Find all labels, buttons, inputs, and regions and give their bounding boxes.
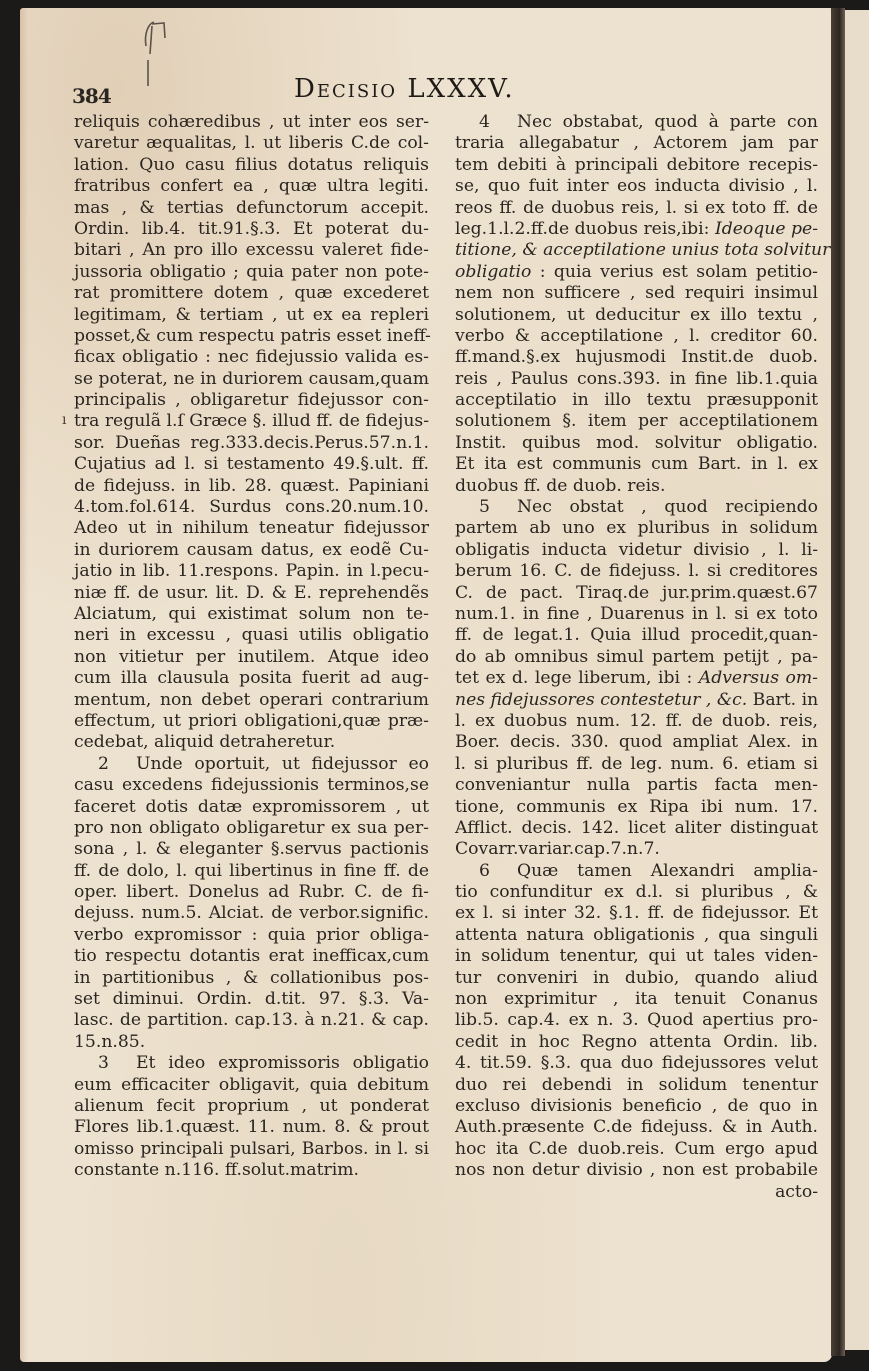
line-text: mentum, non debet operari contrarium (74, 689, 429, 710)
line-text: ff.mand.§.ex hujusmodi Instit.de duob. (455, 347, 818, 368)
text-line (455, 347, 818, 368)
line-text: tra regulã l.ſ Græce §. illud ff. de fidejus- (74, 411, 430, 432)
text-line (74, 219, 429, 240)
text-line (455, 133, 818, 154)
line-text: posset,& cum respectu patris esset ineff- (74, 325, 431, 346)
text-line (455, 754, 818, 775)
text-line (455, 711, 818, 732)
text-line (74, 240, 429, 261)
margin-mark: ı (62, 412, 67, 428)
line-text: duobus ff. de duob. reis. (455, 475, 666, 496)
line-text: tet ex d. lege liberum, ibi : (455, 668, 693, 689)
line-text: varetur æqualitas, l. ut liberis C.de col- (74, 133, 429, 154)
line-text: tione, communis ex Ripa ibi num. 17. (455, 796, 818, 817)
line-text: Auth.præsente C.de fidejuss. & in Auth. (455, 1117, 818, 1138)
line-text: Ordin. lib.4. tit.91.§.3. Et poterat du- (74, 218, 429, 239)
text-line (455, 1160, 818, 1181)
italic-quote: Ideoque pe- (709, 218, 819, 239)
text-line (74, 176, 429, 197)
line-text: se poterat, ne in duriorem causam,quam (74, 368, 429, 389)
text-line (455, 219, 818, 240)
line-text: in duriorem causam datus, ex eodẽ Cu- (74, 539, 429, 560)
line-text: 4.tom.fol.614. Surdus cons.20.num.10. (74, 497, 429, 518)
text-line (455, 1010, 818, 1031)
text-line (74, 604, 429, 625)
line-text: ficax obligatio : nec fidejussio valida es- (74, 347, 429, 368)
line-text: Nec obstat , quod recipiendo (517, 497, 818, 518)
paragraph-number: 5 (479, 497, 490, 518)
text-line (455, 797, 818, 818)
text-line (74, 903, 429, 924)
line-text: Alciatum, qui existimat solum non te- (74, 603, 429, 624)
line-text: omisso principali pulsari, Barbos. in l. si (74, 1138, 429, 1159)
line-text: legitimam, & tertiam , ut ex ea repleri (74, 304, 429, 325)
text-line (74, 1096, 429, 1117)
text-line (455, 411, 818, 432)
text-line (74, 198, 429, 219)
text-line (455, 690, 818, 711)
text-line (74, 668, 429, 689)
text-line (455, 968, 818, 989)
text-line (74, 690, 429, 711)
text-line (455, 625, 818, 646)
text-line (455, 390, 818, 411)
text-line (74, 454, 429, 475)
line-text: leg.1.l.2.ff.de duobus reis,ibi: (455, 218, 710, 239)
line-text: tur conveniri in dubio, quando aliud (455, 967, 818, 988)
text-line (74, 326, 429, 347)
line-text: 4. tit.59. §.3. qua duo fidejussores velut (455, 1053, 818, 1074)
text-line (455, 818, 818, 839)
text-line (455, 925, 818, 946)
line-text: Et ideo expromissoris obligatio (136, 1053, 429, 1074)
text-line (74, 497, 429, 518)
text-line (455, 903, 818, 924)
text-line (455, 476, 818, 497)
line-text: niæ ff. de usur. lit. D. & E. reprehendẽs (74, 582, 429, 603)
line-text: oper. libert. Donelus ad Rubr. C. de fi- (74, 882, 429, 903)
line-text: traria allegabatur , Actorem jam par (455, 133, 818, 154)
line-text: ff. de dolo, l. qui libertinus in fine ff. de (74, 860, 429, 881)
text-line (455, 497, 818, 518)
line-text: lation. Quo casu filius dotatus reliquis (74, 154, 429, 175)
line-text: fratribus confert ea , quæ ultra legiti. (74, 176, 429, 197)
line-text: tio confunditur ex d.l. si pluribus , & (455, 882, 818, 903)
text-line (74, 112, 429, 133)
text-line (455, 583, 818, 604)
text-line (455, 369, 818, 390)
line-text: Adeo ut in nihilum teneatur fidejussor (74, 518, 429, 539)
line-text: Et ita est communis cum Bart. in l. ex (455, 454, 818, 475)
text-line (74, 283, 429, 304)
text-line (74, 625, 429, 646)
text-line (74, 1139, 429, 1160)
line-text: conveniantur nulla partis facta men- (455, 775, 818, 796)
line-text: Covarr.variar.cap.7.n.7. (455, 839, 660, 860)
text-line (74, 839, 429, 860)
line-text: non exprimitur , ita tenuit Conanus (455, 989, 818, 1010)
text-line (74, 882, 429, 903)
line-text: num.1. in fine , Duarenus in l. si ex toto (455, 603, 818, 624)
text-line (74, 305, 429, 326)
text-line (455, 561, 818, 582)
line-text: cedit in hoc Regno attenta Ordin. lib. (455, 1031, 818, 1052)
running-head: Decisio LXXXV. (294, 74, 515, 104)
line-text: C. de pact. Tiraq.de jur.prim.quæst.67 (455, 582, 818, 603)
line-text: jatio in lib. 11.respons. Papin. in l.pecu- (74, 561, 429, 582)
text-line (74, 797, 429, 818)
line-text: alienum fecit proprium , ut ponderat (74, 1095, 429, 1116)
text-line (455, 1053, 818, 1074)
text-line (74, 647, 429, 668)
line-text: Boer. decis. 330. quod ampliat Alex. in (455, 732, 818, 753)
line-text: Afflict. decis. 142. licet aliter distinguat (455, 817, 818, 838)
italic-quote: nes fidejussores contestetur , &c. (455, 689, 748, 710)
line-text: constante n.116. ff.solut.matrim. (74, 1160, 359, 1181)
line-text: 15.n.85. (74, 1031, 146, 1052)
text-line (74, 1053, 429, 1074)
paragraph-number: 6 (479, 860, 490, 881)
text-line (455, 861, 818, 882)
text-line (455, 518, 818, 539)
text-line (455, 1032, 818, 1053)
text-line (455, 198, 818, 219)
line-text: dejuss. num.5. Alciat. de verbor.signific. (74, 903, 429, 924)
text-line (455, 176, 818, 197)
line-text: partem ab uno ex pluribus in solidum (455, 518, 818, 539)
line-text: lasc. de partition. cap.13. à n.21. & cap. (74, 1010, 429, 1031)
italic-quote: titione, & acceptilatione unius tota solvitur (455, 240, 831, 261)
text-line (455, 604, 818, 625)
text-line (74, 1117, 429, 1138)
text-line (74, 861, 429, 882)
line-text: attenta natura obligationis , qua singuli (455, 924, 818, 945)
paragraph-number: 4 (479, 112, 490, 132)
text-line (74, 925, 429, 946)
line-text: verbo expromissor : quia prior obliga- (74, 924, 429, 945)
text-line (74, 133, 429, 154)
adjacent-page-edge (845, 10, 869, 1350)
text-line (455, 305, 818, 326)
text-line (74, 155, 429, 176)
text-line (455, 112, 818, 133)
italic-quote: obligatio (455, 261, 532, 282)
line-text: faceret dotis datæ expromissorem , ut (74, 796, 429, 817)
text-line (74, 946, 429, 967)
line-text: pro non obligato obligaretur ex sua per- (74, 817, 429, 838)
line-text: Quæ tamen Alexandri amplia- (517, 860, 818, 881)
text-line (74, 711, 429, 732)
left-column (74, 112, 429, 1182)
text-line (74, 518, 429, 539)
line-text: casu excedens fidejussionis terminos,se (74, 775, 429, 796)
line-text: : quia verius est solam petitio- (531, 261, 818, 282)
line-text: l. ex duobus num. 12. ff. de duob. reis, (455, 710, 818, 731)
line-text: effectum, ut priori obligationi,quæ præ- (74, 710, 429, 731)
line-text: mas , & tertias defunctorum accepit. (74, 197, 429, 218)
text-line (455, 1075, 818, 1096)
line-text: Cujatius ad l. si testamento 49.§.ult. ff. (74, 454, 429, 475)
italic-quote: Adversus om- (692, 668, 818, 689)
text-line (455, 283, 818, 304)
line-text: nem non sufficere , sed requiri insimul (455, 283, 818, 304)
line-text: Flores lib.1.quæst. 11. num. 8. & prout (74, 1117, 429, 1138)
line-text: bitari , An pro illo excessu valeret fide- (74, 240, 429, 261)
line-text: lib.5. cap.4. ex n. 3. Quod apertius pro- (455, 1010, 818, 1031)
line-text: de fidejuss. in lib. 28. quæst. Papiniani (74, 475, 429, 496)
line-text: sor. Dueñas reg.333.decis.Perus.57.n.1. (74, 432, 429, 453)
text-line (455, 240, 831, 261)
line-text: neri in excessu , quasi utilis obligatio (74, 625, 429, 646)
pencil-annotation-mark (140, 16, 174, 88)
line-text: reis , Paulus cons.393. in fine lib.1.quia (455, 368, 818, 389)
line-text: cedebat, aliquid detraheretur. (74, 732, 336, 753)
text-line (74, 262, 429, 283)
text-line (455, 946, 818, 967)
text-line (74, 732, 429, 753)
text-line (455, 1096, 818, 1117)
text-line (74, 1032, 429, 1053)
text-line (74, 989, 429, 1010)
line-text: obligatis inducta videtur divisio , l. li- (455, 539, 818, 560)
book-gutter-shadow (831, 8, 845, 1356)
line-text: Instit. quibus mod. solvitur obligatio. (455, 432, 818, 453)
line-text: excluso divisionis beneficio , de quo in (455, 1095, 818, 1116)
line-text: rat promittere dotem , quæ excederet (74, 283, 429, 304)
right-column (455, 112, 831, 1203)
text-line (74, 1075, 429, 1096)
line-text: berum 16. C. de fidejuss. l. si creditores (455, 561, 818, 582)
line-text: do ab omnibus simul partem petijt , pa- (455, 646, 818, 667)
text-line (455, 989, 818, 1010)
line-text: ex l. si inter 32. §.1. ff. de fidejussor. Et (455, 903, 818, 924)
line-text: in solidum tenentur, qui ut tales viden- (455, 946, 818, 967)
line-text: acceptilatio in illo textu præsupponit (455, 390, 818, 411)
line-text: tem debiti à principali debitore recepis- (455, 154, 818, 175)
text-line (74, 754, 429, 775)
text-line (74, 968, 429, 989)
text-line (74, 369, 429, 390)
line-text: reliquis cohæredibus , ut inter eos ser- (74, 112, 429, 132)
text-line (455, 839, 818, 860)
line-text: nos non detur divisio , non est probabile (455, 1160, 818, 1181)
line-text: principalis , obligaretur fidejussor con- (74, 390, 429, 411)
text-line (455, 1139, 818, 1160)
line-text: l. si pluribus ff. de leg. num. 6. etiam si (455, 753, 818, 774)
text-line (455, 262, 818, 283)
text-line (455, 433, 818, 454)
text-line (74, 411, 429, 432)
text-line (74, 775, 429, 796)
text-line (455, 326, 818, 347)
line-text: eum efficaciter obligavit, quia debitum (74, 1074, 429, 1095)
text-line (455, 1117, 818, 1138)
text-line (455, 668, 818, 689)
text-line (74, 1010, 429, 1031)
line-text: hoc ita C.de duob.reis. Cum ergo apud (455, 1138, 818, 1159)
line-text: solutionem §. item per acceptilationem (455, 411, 818, 432)
paragraph-number: 3 (98, 1053, 109, 1074)
text-line (74, 476, 429, 497)
line-text: sona , l. & eleganter §.servus pactionis (74, 839, 429, 860)
line-text: set diminui. Ordin. d.tit. 97. §.3. Va- (74, 989, 429, 1010)
text-line (455, 647, 818, 668)
text-line (74, 540, 429, 561)
page-number: 384 (72, 84, 111, 108)
text-line (74, 390, 429, 411)
line-text: Nec obstabat, quod à parte con (517, 112, 818, 132)
line-text: ff. de legat.1. Quia illud procedit,quan- (455, 625, 818, 646)
line-text: verbo & acceptilatione , l. creditor 60. (455, 325, 818, 346)
text-line (74, 583, 429, 604)
catchword: acto- (775, 1181, 818, 1202)
line-text: solutionem, ut deducitur ex illo textu , (455, 304, 818, 325)
text-line (455, 775, 818, 796)
line-text: se, quo fuit inter eos inducta divisio , l. (455, 176, 818, 197)
line-text: tio respectu dotantis erat inefficax,cum (74, 946, 429, 967)
line-text: non vitietur per inutilem. Atque ideo (74, 646, 429, 667)
text-line (455, 155, 818, 176)
text-line (74, 818, 429, 839)
text-line (74, 561, 429, 582)
line-text: cum illa clausula posita fuerit ad aug- (74, 668, 429, 689)
line-text: reos ff. de duobus reis, l. si ex toto ff. de (455, 197, 818, 218)
line-text: in partitionibus , & collationibus pos- (74, 967, 429, 988)
line-text: duo rei debendi in solidum tenentur (455, 1074, 818, 1095)
line-text: jussoria obligatio ; quia pater non pote- (74, 261, 429, 282)
text-line (455, 882, 818, 903)
text-line (74, 347, 429, 368)
line-text: Unde oportuit, ut fidejussor eo (136, 753, 429, 774)
paragraph-number: 2 (98, 753, 109, 774)
text-line (455, 454, 818, 475)
text-line (74, 1160, 429, 1181)
text-line (455, 732, 818, 753)
text-line (455, 540, 818, 561)
line-text: Bart. in (747, 689, 819, 710)
text-line (74, 433, 429, 454)
